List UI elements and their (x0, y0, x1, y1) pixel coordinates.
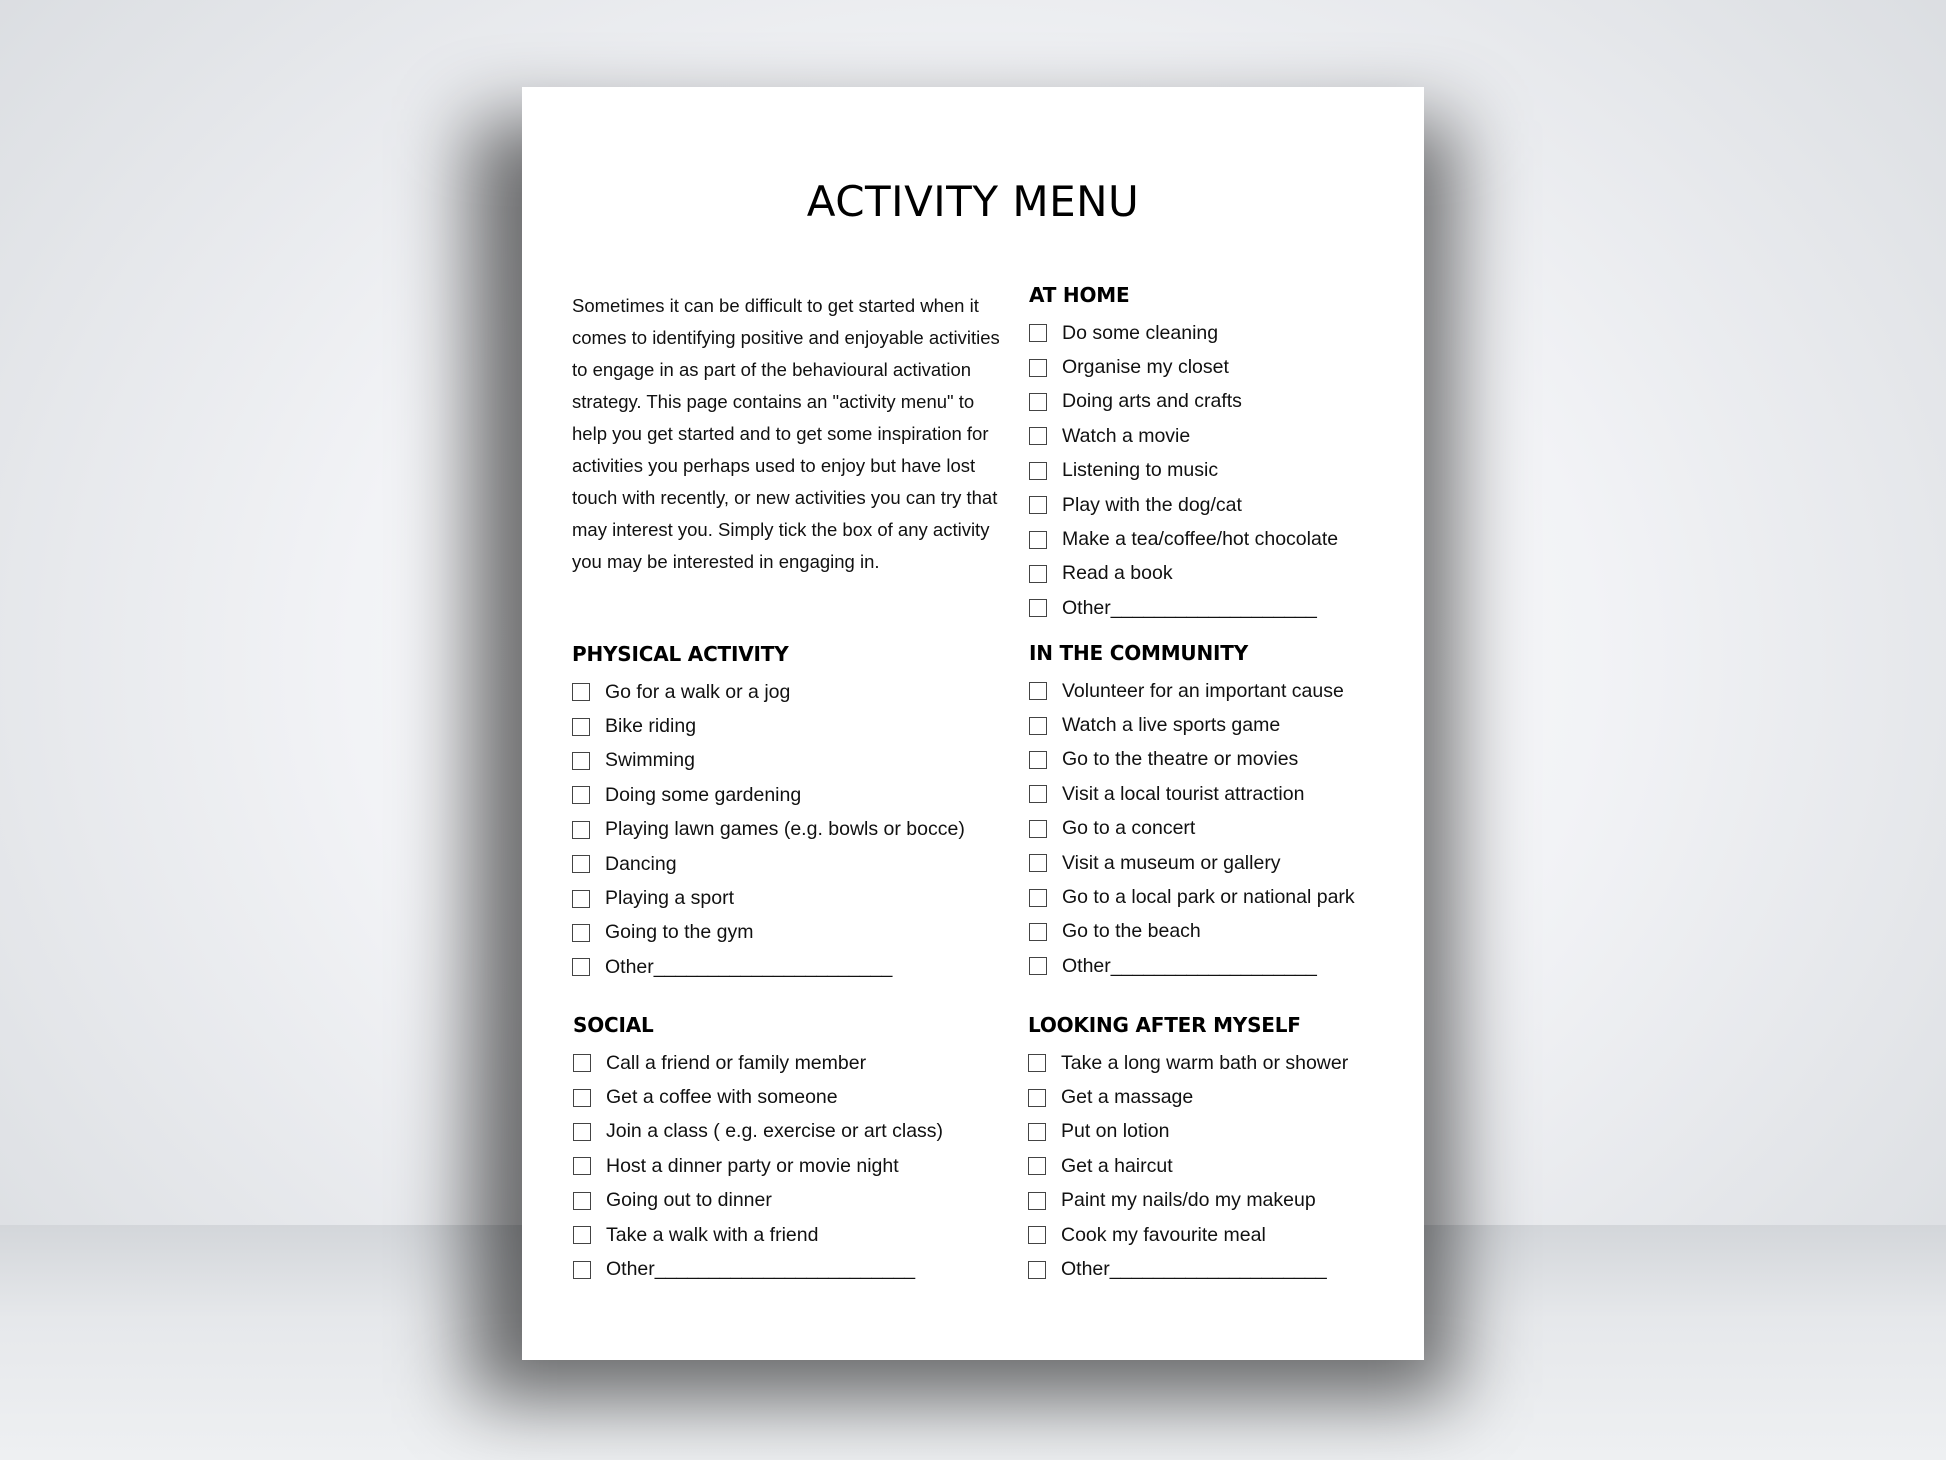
section-heading-social: SOCIAL (573, 1013, 654, 1037)
checklist-item-label: Paint my nails/do my makeup (1061, 1189, 1316, 1212)
checklist-item-label: Other______________________ (605, 955, 893, 978)
checklist-item (573, 1218, 943, 1252)
checkbox[interactable] (1029, 923, 1047, 941)
checklist-item (1028, 1149, 1348, 1183)
checkbox[interactable] (1029, 393, 1047, 411)
checklist-item (572, 847, 965, 881)
checklist-item (1029, 350, 1338, 384)
checklist-item (572, 675, 965, 709)
checkbox[interactable] (572, 855, 590, 873)
checkbox[interactable] (573, 1261, 591, 1279)
checklist-item-label: Take a walk with a friend (606, 1223, 819, 1246)
checklist-item-label: Get a haircut (1061, 1154, 1173, 1177)
checklist-item (1029, 419, 1338, 453)
checklist-item (1028, 1218, 1348, 1252)
checklist-item-label: Organise my closet (1062, 356, 1229, 379)
checkbox[interactable] (1029, 599, 1047, 617)
intro-paragraph: Sometimes it can be difficult to get started when it comes to identifying positive and enjoyable activities to engage in as part of the behavioural activation strategy. This page contains an "activity menu" to help you get started and to get some inspiration for activities you perhaps used to enjoy but have lost touch with recently, or new activities you can try that may interest you. Simply tick the box of any activity you may be interested in engaging in. (572, 295, 1000, 572)
checklist-item-label: Take a long warm bath or shower (1061, 1051, 1349, 1074)
checkbox[interactable] (1029, 462, 1047, 480)
checkbox[interactable] (572, 718, 590, 736)
checklist-item-label: Bike riding (605, 715, 697, 738)
checkbox[interactable] (1028, 1157, 1046, 1175)
checkbox[interactable] (1029, 820, 1047, 838)
checklist-item-label: Get a massage (1061, 1086, 1194, 1109)
checklist-item-label: Other___________________ (1062, 596, 1317, 619)
section-physical-activity (572, 639, 965, 985)
checkbox[interactable] (1028, 1054, 1046, 1072)
checkbox[interactable] (1028, 1192, 1046, 1210)
checklist-item-label: Swimming (605, 749, 695, 772)
checkbox[interactable] (1028, 1123, 1046, 1141)
checklist-item-label: Play with the dog/cat (1062, 493, 1242, 516)
checklist-item (1029, 557, 1338, 591)
checkbox[interactable] (573, 1157, 591, 1175)
checklist-item (1029, 915, 1355, 949)
checklist-item-label: Playing a sport (605, 887, 734, 910)
checklist-item-label: Watch a live sports game (1062, 714, 1281, 737)
checkbox[interactable] (572, 958, 590, 976)
checklist-item-label: Doing arts and crafts (1062, 390, 1242, 413)
checkbox[interactable] (573, 1123, 591, 1141)
checklist-item (1029, 674, 1355, 708)
checkbox[interactable] (572, 890, 590, 908)
checklist-item-label: Visit a museum or gallery (1062, 851, 1281, 874)
checkbox[interactable] (1029, 751, 1047, 769)
checklist-item-label: Volunteer for an important cause (1062, 679, 1344, 702)
checklist-item (573, 1080, 943, 1114)
checkbox[interactable] (1029, 531, 1047, 549)
checklist-item-label: Visit a local tourist attraction (1062, 782, 1305, 805)
checklist-item (1029, 949, 1355, 983)
checkbox[interactable] (572, 821, 590, 839)
checklist-item-label: Get a coffee with someone (606, 1086, 838, 1109)
checkbox[interactable] (1029, 427, 1047, 445)
checklist-item (1029, 812, 1355, 846)
checklist-item (1029, 316, 1338, 350)
checklist-item-label: Playing lawn games (e.g. bowls or bocce) (605, 818, 965, 841)
checkbox[interactable] (572, 786, 590, 804)
checkbox[interactable] (1029, 359, 1047, 377)
checkbox[interactable] (572, 752, 590, 770)
checklist-item (573, 1046, 943, 1080)
checklist-item-label: Watch a movie (1062, 424, 1191, 447)
checklist-item-label: Go for a walk or a jog (605, 680, 791, 703)
checkbox[interactable] (1029, 682, 1047, 700)
checklist-item (1029, 454, 1338, 488)
checklist-item (1029, 743, 1355, 777)
checklist-item-label: Cook my favourite meal (1061, 1223, 1266, 1246)
checklist-item-label: Going out to dinner (606, 1189, 772, 1212)
checkbox[interactable] (573, 1226, 591, 1244)
checklist-item (573, 1115, 943, 1149)
section-social (573, 1010, 943, 1287)
checkbox[interactable] (1028, 1089, 1046, 1107)
checklist-item-label: Go to a local park or national park (1062, 886, 1355, 909)
checkbox[interactable] (572, 924, 590, 942)
checklist-item-label: Doing some gardening (605, 783, 802, 806)
checkbox[interactable] (1029, 565, 1047, 583)
checklist-item-label: Other____________________ (1061, 1258, 1327, 1281)
checklist-item (572, 778, 965, 812)
checklist-item-label: Go to a concert (1062, 817, 1196, 840)
checkbox[interactable] (1029, 957, 1047, 975)
checklist-item-label: Join a class ( e.g. exercise or art class) (606, 1120, 944, 1143)
checklist-item-label: Put on lotion (1061, 1120, 1170, 1143)
checkbox[interactable] (573, 1054, 591, 1072)
checklist-item (1029, 591, 1338, 625)
checklist-item-label: Make a tea/coffee/hot chocolate (1062, 528, 1339, 551)
checklist-item (1029, 880, 1355, 914)
checkbox[interactable] (1029, 854, 1047, 872)
checklist-item (573, 1184, 943, 1218)
checklist-item (1029, 488, 1338, 522)
checklist-item-label: Listening to music (1062, 459, 1219, 482)
worksheet-page (522, 87, 1424, 1360)
section-heading-in-the-community: IN THE COMMUNITY (1029, 641, 1248, 665)
checkbox[interactable] (1029, 889, 1047, 907)
checkbox[interactable] (1029, 717, 1047, 735)
checkbox[interactable] (1029, 496, 1047, 514)
checklist-item (1029, 846, 1355, 880)
checkbox[interactable] (572, 683, 590, 701)
checklist-item (1028, 1184, 1348, 1218)
section-looking-after-myself (1028, 1010, 1348, 1287)
section-in-the-community (1029, 638, 1355, 984)
section-heading-looking-after-myself: LOOKING AFTER MYSELF (1028, 1013, 1301, 1037)
checkbox[interactable] (1028, 1226, 1046, 1244)
checklist-item-label: Dancing (605, 852, 677, 875)
section-heading-physical-activity: PHYSICAL ACTIVITY (572, 642, 789, 666)
checklist-item (1029, 522, 1338, 556)
checklist-item (573, 1252, 943, 1286)
checklist-item (1028, 1080, 1348, 1114)
checklist-item-label: Other___________________ (1062, 954, 1317, 977)
checklist-item (572, 881, 965, 915)
checklist-item (1029, 708, 1355, 742)
checklist-item (572, 709, 965, 743)
checklist-item (1029, 385, 1338, 419)
checklist-item (572, 813, 965, 847)
checkbox[interactable] (1028, 1261, 1046, 1279)
checklist-item (1028, 1046, 1348, 1080)
checklist-item (572, 744, 965, 778)
section-at-home (1029, 280, 1338, 626)
checklist-item-label: Do some cleaning (1062, 321, 1219, 344)
checklist-item-label: Call a friend or family member (606, 1051, 867, 1074)
checklist-item (1028, 1252, 1348, 1286)
checklist-item-label: Read a book (1062, 562, 1173, 585)
checklist-item-label: Go to the theatre or movies (1062, 748, 1299, 771)
checkbox[interactable] (1029, 785, 1047, 803)
checklist-item (1029, 777, 1355, 811)
checkbox[interactable] (573, 1089, 591, 1107)
checklist-item-label: Host a dinner party or movie night (606, 1154, 899, 1177)
checklist-item (572, 916, 965, 950)
checklist-item-label: Other________________________ (606, 1258, 916, 1281)
checkbox[interactable] (573, 1192, 591, 1210)
checklist-item-label: Go to the beach (1062, 920, 1201, 943)
section-heading-at-home: AT HOME (1029, 283, 1130, 307)
checklist-item (572, 950, 965, 984)
checklist-item (573, 1149, 943, 1183)
page-title: ACTIVITY MENU (806, 177, 1140, 226)
checklist-item (1028, 1115, 1348, 1149)
checklist-item-label: Going to the gym (605, 921, 754, 944)
checkbox[interactable] (1029, 324, 1047, 342)
